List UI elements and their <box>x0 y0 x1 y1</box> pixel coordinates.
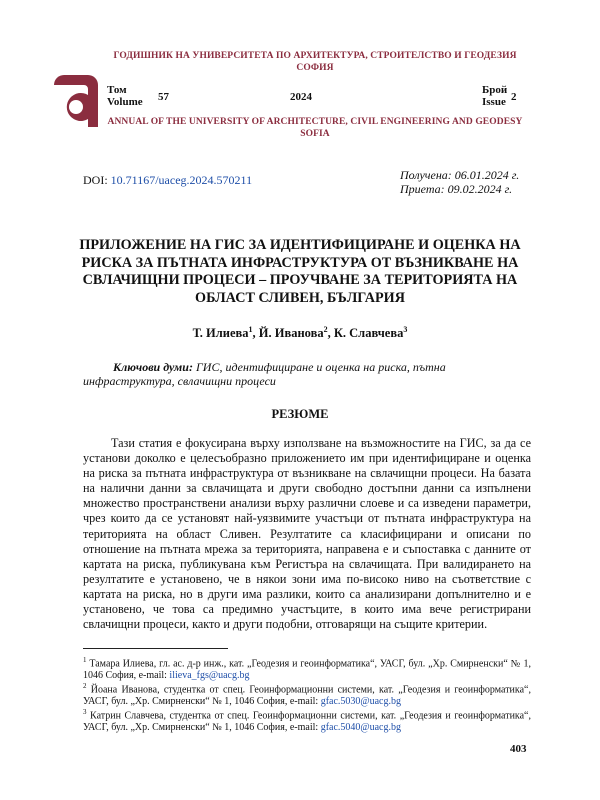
issue-label-en: Issue <box>482 96 506 108</box>
abstract-text: Тази статия е фокусирана върху използване на възможностите на ГИС, за да се установи доколко е целесъобразно приложението им при идентифициране и оценка на риска за пътната инфраструктура от възникване на свлачищни процеси. На базата на налични данни за свлачищата и други свободно достъпни данни са изпълнени множество пространствени анализи върху различни слоеве и са изведени параметри, чрез които да се установят най-уязвимите участъци от пътната инфраструктура на територията на област Сливен. Резултатите са класифицирани и описани по отношение на пътната мрежа за територията, направена е и съпоставка с данните от картата на риска, публикувана към Регистъра на свлачищата. При валидирането на резултатите е установено, че в някои зони има по-високо ниво на съответствие с картата на риска, но в други има разлики, които са анализирани допълнително и е установено, че това са предимно участъците, в които има вече регистрирани свлачищни процеси, както и други подобни, отговарящи на същите критерии. <box>83 436 531 632</box>
author-name: К. Славчева <box>333 326 404 341</box>
author-separator: , <box>252 326 259 341</box>
volume-label-bg: Том <box>107 84 127 96</box>
footnote-divider <box>83 648 228 649</box>
author-mark: 2 <box>323 325 328 334</box>
author-mark: 3 <box>403 325 408 334</box>
footnote-mark: 1 <box>83 656 87 664</box>
footnote-text: Тамара Илиева, гл. ас. д-р инж., кат. „Геодезия и геоинформатика“, УАСГ, бул. „Хр. Смирненски“ № 1, 1046 София, e-mail: <box>83 658 531 682</box>
volume-label-en: Volume <box>107 96 143 108</box>
authors <box>0 325 600 341</box>
page-number: 403 <box>510 743 527 755</box>
author-mark: 1 <box>248 325 253 334</box>
doi-label: DOI: <box>83 173 111 187</box>
abstract-heading: РЕЗЮМЕ <box>271 407 329 421</box>
issue-label <box>482 84 507 108</box>
doi-line <box>83 173 252 188</box>
issue-number: 2 <box>511 91 517 103</box>
footnote-mark: 2 <box>83 682 87 690</box>
volume-label <box>107 84 143 108</box>
journal-title-en: ANNUAL OF THE UNIVERSITY OF ARCHITECTURE, CIVIL ENGINEERING AND GEODESY SOFIA <box>107 117 523 139</box>
dates-block <box>400 168 519 196</box>
doi-link[interactable]: 10.71167/uaceg.2024.570211 <box>110 173 253 187</box>
footnote <box>83 680 531 708</box>
keywords-text: ГИС, идентифициране и оценка на риска, пътна инфраструктура, свлачищни процеси <box>83 360 446 388</box>
volume-number: 57 <box>158 91 169 103</box>
issue-label-bg: Брой <box>482 84 508 96</box>
footnote-email[interactable]: gfac.5030@uacg.bg <box>320 696 401 708</box>
footnote <box>83 654 531 682</box>
keywords-label: Ключови думи: <box>113 360 193 374</box>
accepted-date: Приета: 09.02.2024 г. <box>400 182 513 196</box>
footnote-mark: 3 <box>83 708 87 716</box>
footnote-email[interactable]: ilieva_fgs@uacg.bg <box>169 670 250 682</box>
journal-title-bg: ГОДИШНИК НА УНИВЕРСИТЕТА ПО АРХИТЕКТУРА, СТРОИТЕЛСТВО И ГЕОДЕЗИЯ СОФИЯ <box>113 51 517 73</box>
article-title: ПРИЛОЖЕНИЕ НА ГИС ЗА ИДЕНТИФИЦИРАНЕ И ОЦЕНКА НА РИСКА ЗА ПЪТНАТА ИНФРАСТРУКТУРА ОТ ВЪЗНИКВАНЕ НА СВЛАЧИЩНИ ПРОЦЕСИ – ПРОУЧВАНЕ ЗА ТЕРИТОРИЯТА НА ОБЛАСТ СЛИВЕН, БЪЛГАРИЯ <box>79 237 521 306</box>
footnote-text: Катрин Славчева, студентка от спец. Геоинформационни системи, кат. „Геодезия и геоинформатика“, УАСГ, бул. „Хр. Смирненски“ № 1, 1046 София, e-mail: <box>83 710 531 734</box>
footnote-email[interactable]: gfac.5040@uacg.bg <box>320 722 401 734</box>
keywords <box>83 360 531 388</box>
author-name: Т. Илиева <box>192 326 249 341</box>
university-logo-icon <box>54 75 98 127</box>
footnote <box>83 706 531 734</box>
received-date: Получена: 06.01.2024 г. <box>400 168 520 182</box>
author-separator: , <box>327 326 334 341</box>
year: 2024 <box>290 91 312 103</box>
author-name: Й. Иванова <box>258 326 324 341</box>
footnote-text: Йоана Иванова, студентка от спец. Геоинформационни системи, кат. „Геодезия и геоинформатика“, УАСГ, бул. „Хр. Смирненски“ № 1, 1046 София, e-mail: <box>83 684 531 708</box>
